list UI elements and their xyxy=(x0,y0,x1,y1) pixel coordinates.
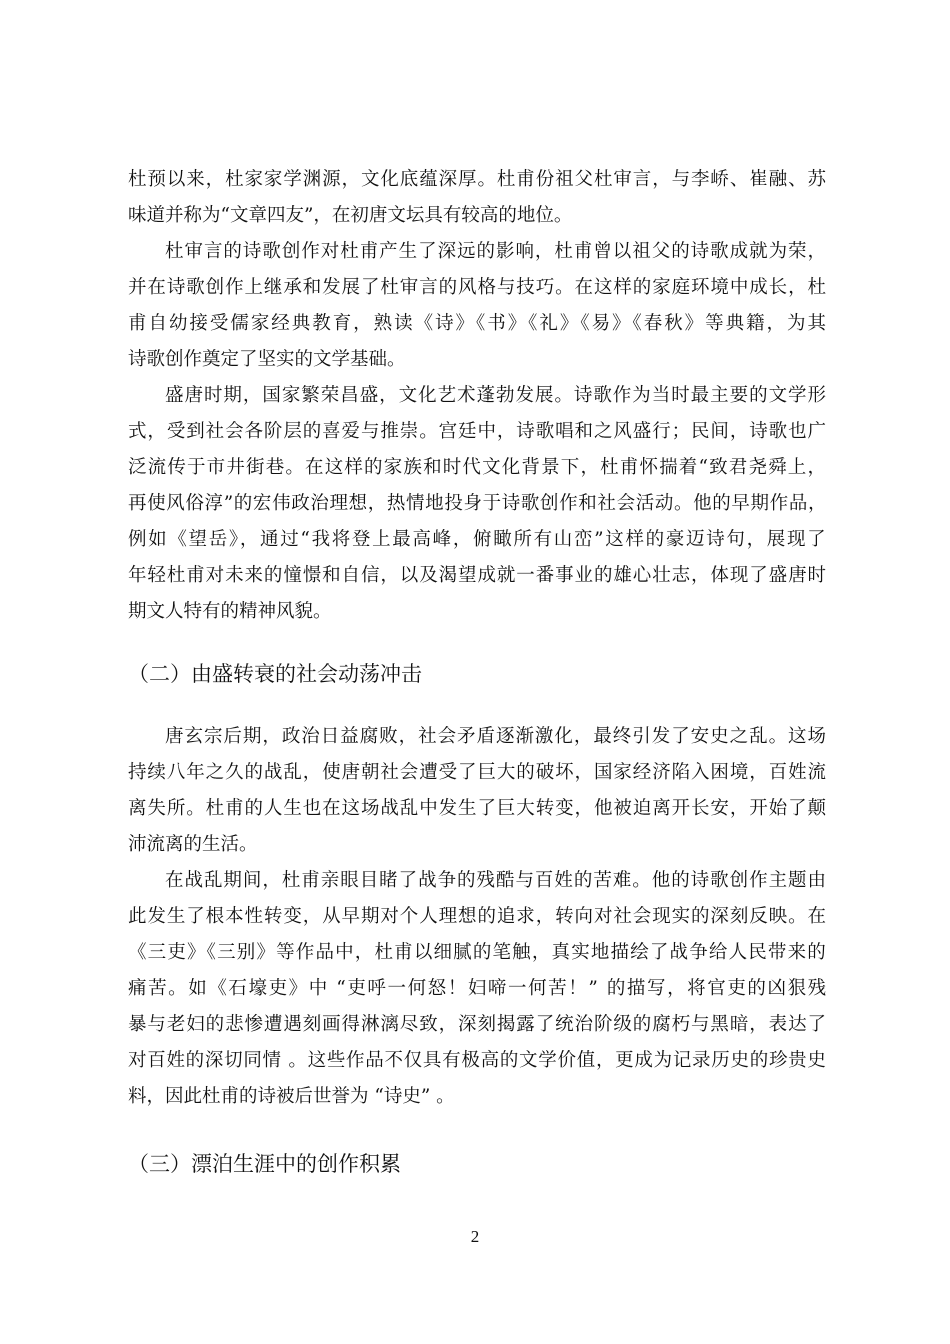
text-line: 甫自幼接受儒家经典教育，熟读《诗》《书》《礼》《易》《春秋》等典籍，为其 xyxy=(128,313,828,334)
text-line: 唐玄宗后期，政治日益腐败，社会矛盾逐渐激化，最终引发了安史之乱。这场 xyxy=(165,726,827,747)
text-line: 离失所。杜甫的人生也在这场战乱中发生了巨大转变，他被迫离开长安，开始了颠 xyxy=(128,798,827,819)
text-line: 暴与老妇的悲惨遭遇刻画得淋漓尽致，深刻揭露了统治阶级的腐朽与黑暗，表达了 xyxy=(128,1014,827,1035)
text-line: 此发生了根本性转变，从早期对个人理想的追求，转向对社会现实的深刻反映。在 xyxy=(128,906,827,927)
text-line: 盛唐时期，国家繁荣昌盛，文化艺术蓬勃发展。诗歌作为当时最主要的文学形 xyxy=(165,385,827,406)
text-line: 例如《望岳》，通过“我将登上最高峰，俯瞰所有山峦”这样的豪迈诗句，展现了 xyxy=(128,529,828,550)
text-line: 杜预以来，杜家家学渊源，文化底蕴深厚。杜甫份祖父杜审言，与李峤、崔融、苏 xyxy=(128,169,827,190)
page-number: 2 xyxy=(470,1227,480,1246)
text-line: 期文人特有的精神风貌。 xyxy=(128,601,332,622)
text-line: 杜审言的诗歌创作对杜甫产生了深远的影响，杜甫曾以祖父的诗歌成就为荣， xyxy=(165,241,827,262)
section-heading: （三）漂泊生涯中的创作积累 xyxy=(128,1152,401,1176)
text-line: 诗歌创作奠定了坚实的文学基础。 xyxy=(128,349,406,370)
text-line: 料，因此杜甫的诗被后世誉为 “诗史” 。 xyxy=(128,1086,455,1107)
text-line: 在战乱期间，杜甫亲眼目睹了战争的残酷与百姓的苦难。他的诗歌创作主题由 xyxy=(165,870,827,891)
text-line: 持续八年之久的战乱，使唐朝社会遭受了巨大的破坏，国家经济陷入困境，百姓流 xyxy=(128,762,827,783)
text-line: 泛流传于市井街巷。在这样的家族和时代文化背景下，杜甫怀揣着“致君尧舜上， xyxy=(128,457,828,478)
text-line: 《三吏》《三别》等作品中，杜甫以细腻的笔触，真实地描绘了战争给人民带来的 xyxy=(128,942,827,963)
text-line: 并在诗歌创作上继承和发展了杜审言的风格与技巧。在这样的家庭环境中成长，杜 xyxy=(128,277,827,298)
section-heading: （二）由盛转衰的社会动荡冲击 xyxy=(128,662,422,686)
text-line: 再使风俗淳”的宏伟政治理想，热情地投身于诗歌创作和社会活动。他的早期作品， xyxy=(128,493,828,514)
text-line: 年轻杜甫对未来的憧憬和自信，以及渴望成就一番事业的雄心壮志，体现了盛唐时 xyxy=(128,565,827,586)
text-line: 味道并称为“文章四友”，在初唐文坛具有较高的地位。 xyxy=(128,205,573,226)
text-line: 式，受到社会各阶层的喜爱与推崇。宫廷中，诗歌唱和之风盛行；民间，诗歌也广 xyxy=(128,421,827,442)
text-line: 痛苦。如《石壕吏》中 “吏呼一何怒！妇啼一何苦！” 的描写，将官吏的凶狠残 xyxy=(128,978,828,999)
text-line: 对百姓的深切同情 。这些作品不仅具有极高的文学价值，更成为记录历史的珍贵史 xyxy=(128,1050,827,1071)
text-line: 沛流离的生活。 xyxy=(128,834,258,855)
